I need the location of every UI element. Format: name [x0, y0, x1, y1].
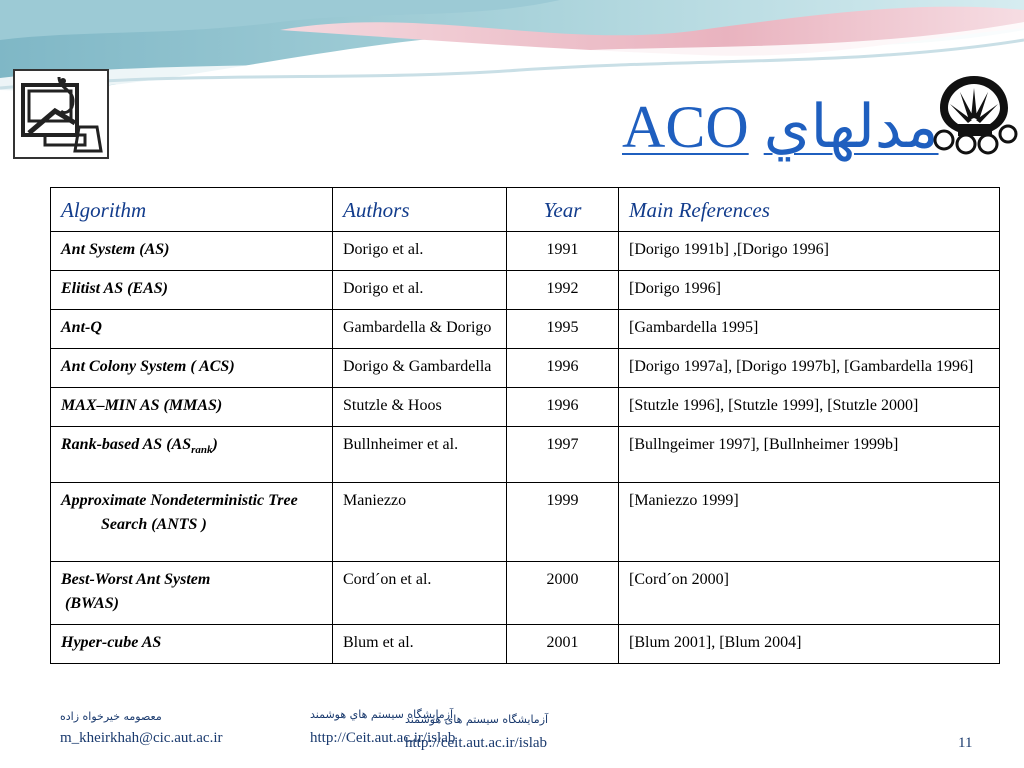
- footer-lab-name-2: آزمایشگاه سیستم های هوشمند: [405, 713, 549, 726]
- title-latin: ACO: [622, 94, 749, 160]
- table-header-row: [51, 188, 1000, 232]
- header-authors: Authors: [333, 188, 507, 232]
- cell-year: 2000: [507, 562, 619, 625]
- title-persian: مدلهاي: [763, 94, 939, 160]
- cell-authors: Dorigo et al.: [333, 232, 507, 271]
- header-main-references: Main References: [619, 188, 1000, 232]
- page-number: 11: [958, 735, 973, 751]
- cell-year: 2001: [507, 625, 619, 664]
- cell-algorithm: [51, 562, 333, 625]
- footer-lab-url-2: http://ceit.aut.ac.ir/islab: [405, 735, 548, 751]
- cell-authors: Cord´on et al.: [333, 562, 507, 625]
- cell-references: [Stutzle 1996], [Stutzle 1999], [Stutzle 2000]: [619, 388, 1000, 427]
- cell-year: 1995: [507, 310, 619, 349]
- algorithm-line-2: (BWAS): [61, 595, 119, 613]
- cell-algorithm: Ant-Q: [51, 310, 333, 349]
- cell-year: 1996: [507, 388, 619, 427]
- page-title: [622, 92, 939, 162]
- computer-lab-logo-icon: [13, 69, 109, 159]
- cell-authors: Gambardella & Dorigo: [333, 310, 507, 349]
- cell-algorithm: Hyper-cube AS: [51, 625, 333, 664]
- cell-authors: Maniezzo: [333, 483, 507, 562]
- table-row: [51, 310, 1000, 349]
- table-row: [51, 562, 1000, 625]
- algorithm-text-end: ): [212, 436, 218, 453]
- table-row: [51, 483, 1000, 562]
- algorithm-line-1: Best-Worst Ant System: [61, 571, 211, 589]
- footer-lab-name-1: آزمايشگاه سيستم هاي هوشمند: [310, 708, 454, 721]
- cell-authors: Dorigo & Gambardella: [333, 349, 507, 388]
- aco-models-table: [50, 187, 1000, 664]
- algorithm-subscript: rank: [191, 444, 213, 457]
- cell-references: [Cord´on 2000]: [619, 562, 1000, 625]
- cell-authors: Blum et al.: [333, 625, 507, 664]
- table-row: [51, 349, 1000, 388]
- table-row: [51, 427, 1000, 483]
- table-row: [51, 388, 1000, 427]
- cell-year: 1999: [507, 483, 619, 562]
- cell-algorithm: [51, 427, 333, 483]
- table-row: [51, 625, 1000, 664]
- cell-references: [Bullngeimer 1997], [Bullnheimer 1999b]: [619, 427, 1000, 483]
- footer-email: m_kheirkhah@cic.aut.ac.ir: [60, 730, 223, 746]
- cell-algorithm: Elitist AS (EAS): [51, 271, 333, 310]
- cell-references: [Dorigo 1996]: [619, 271, 1000, 310]
- university-emblem-icon: [930, 68, 1018, 160]
- cell-year: 1997: [507, 427, 619, 483]
- header-algorithm: Algorithm: [51, 188, 333, 232]
- cell-algorithm: Ant Colony System ( ACS): [51, 349, 333, 388]
- cell-references: [Dorigo 1997a], [Dorigo 1997b], [Gambardella 1996]: [619, 349, 1000, 388]
- footer-lab-url-1: http://Ceit.aut.ac.ir/islab: [310, 730, 456, 746]
- cell-algorithm: Ant System (AS): [51, 232, 333, 271]
- cell-authors: Dorigo et al.: [333, 271, 507, 310]
- cell-year: 1991: [507, 232, 619, 271]
- algorithm-text: Rank-based AS (AS: [61, 436, 192, 453]
- cell-algorithm: MAX–MIN AS (MMAS): [51, 388, 333, 427]
- cell-references: [Gambardella 1995]: [619, 310, 1000, 349]
- table-row: [51, 232, 1000, 271]
- header-year: Year: [507, 188, 619, 232]
- cell-year: 1992: [507, 271, 619, 310]
- cell-references: [Maniezzo 1999]: [619, 483, 1000, 562]
- cell-authors: Bullnheimer et al.: [333, 427, 507, 483]
- footer-author-name: معصومه خیرخواه زاده: [60, 710, 162, 723]
- cell-authors: Stutzle & Hoos: [333, 388, 507, 427]
- table-row: [51, 271, 1000, 310]
- cell-references: [Dorigo 1991b] ,[Dorigo 1996]: [619, 232, 1000, 271]
- cell-algorithm: Approximate Nondeterministic Tree Search (ANTS ): [51, 483, 333, 562]
- cell-year: 1996: [507, 349, 619, 388]
- cell-references: [Blum 2001], [Blum 2004]: [619, 625, 1000, 664]
